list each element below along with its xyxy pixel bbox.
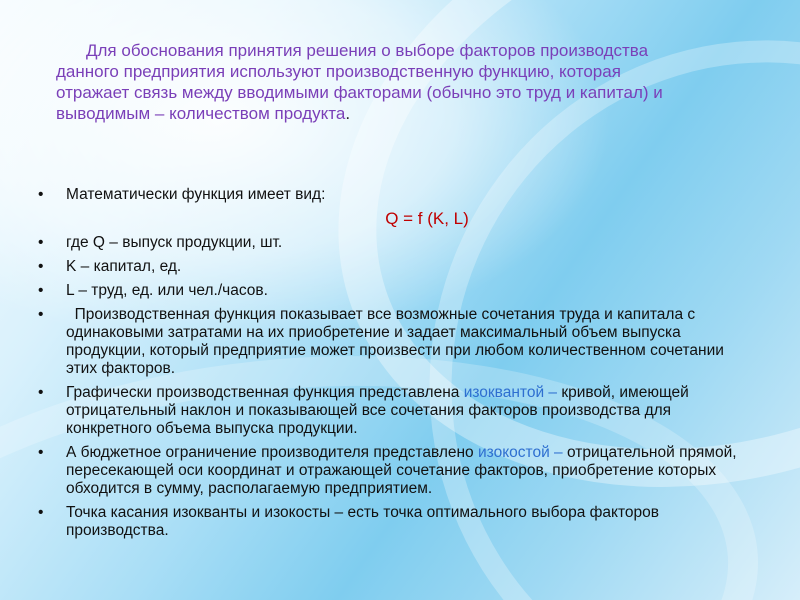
item-text: где Q – выпуск продукции, шт. <box>66 234 283 251</box>
item-text: K – капитал, ед. <box>66 258 182 275</box>
formula: Q = f (K, L) <box>385 209 469 228</box>
item-text: А бюджетное ограничение производителя представлено <box>66 444 478 461</box>
item-text: отрицательной прямой, пересекающей оси координат и отражающей сочетание факторов, приобретение которых обходится в сумму, располагаемую предприятием. <box>66 444 737 497</box>
list-item <box>36 234 748 252</box>
intro-period: . <box>345 104 351 123</box>
bullet-list <box>36 186 748 546</box>
item-text: Точка касания изокванты и изокосты – есть точка оптимального выбора факторов производства. <box>66 504 659 539</box>
list-item <box>36 282 748 300</box>
intro-paragraph <box>56 40 696 124</box>
item-text: Графически производственная функция представлена <box>66 384 464 401</box>
list-item <box>36 504 748 540</box>
item-text: Математически функция имеет вид: <box>66 186 326 203</box>
formula-line <box>36 210 748 228</box>
item-text: кривой, имеющей отрицательный наклон и показывающей все сочетания факторов производства для конкретного объема выпуска продукции. <box>66 384 689 437</box>
list-item <box>36 444 748 498</box>
list-item <box>36 258 748 276</box>
item-text: L – труд, ед. или чел./часов. <box>66 282 268 299</box>
term-isoquant: изоквантой – <box>463 384 558 401</box>
term-isocost: изокостой – <box>477 444 563 461</box>
intro-text: Для обоснования принятия решения о выборе факторов производства данного предприятия используют производственную функцию, которая отражает связь между вводимыми факторами (обычно это труд и капитал) и выводимым – количеством продукта <box>56 41 663 123</box>
list-item <box>36 186 748 204</box>
item-text: Производственная функция показывает все возможные сочетания труда и капитала с одинаковыми затратами на их приобретение и задает максимальный объем выпуска продукции, который предприятие может произвести при любом количественном сочетании этих факторов. <box>66 306 729 377</box>
list-item <box>36 306 748 378</box>
list-item <box>36 384 748 438</box>
